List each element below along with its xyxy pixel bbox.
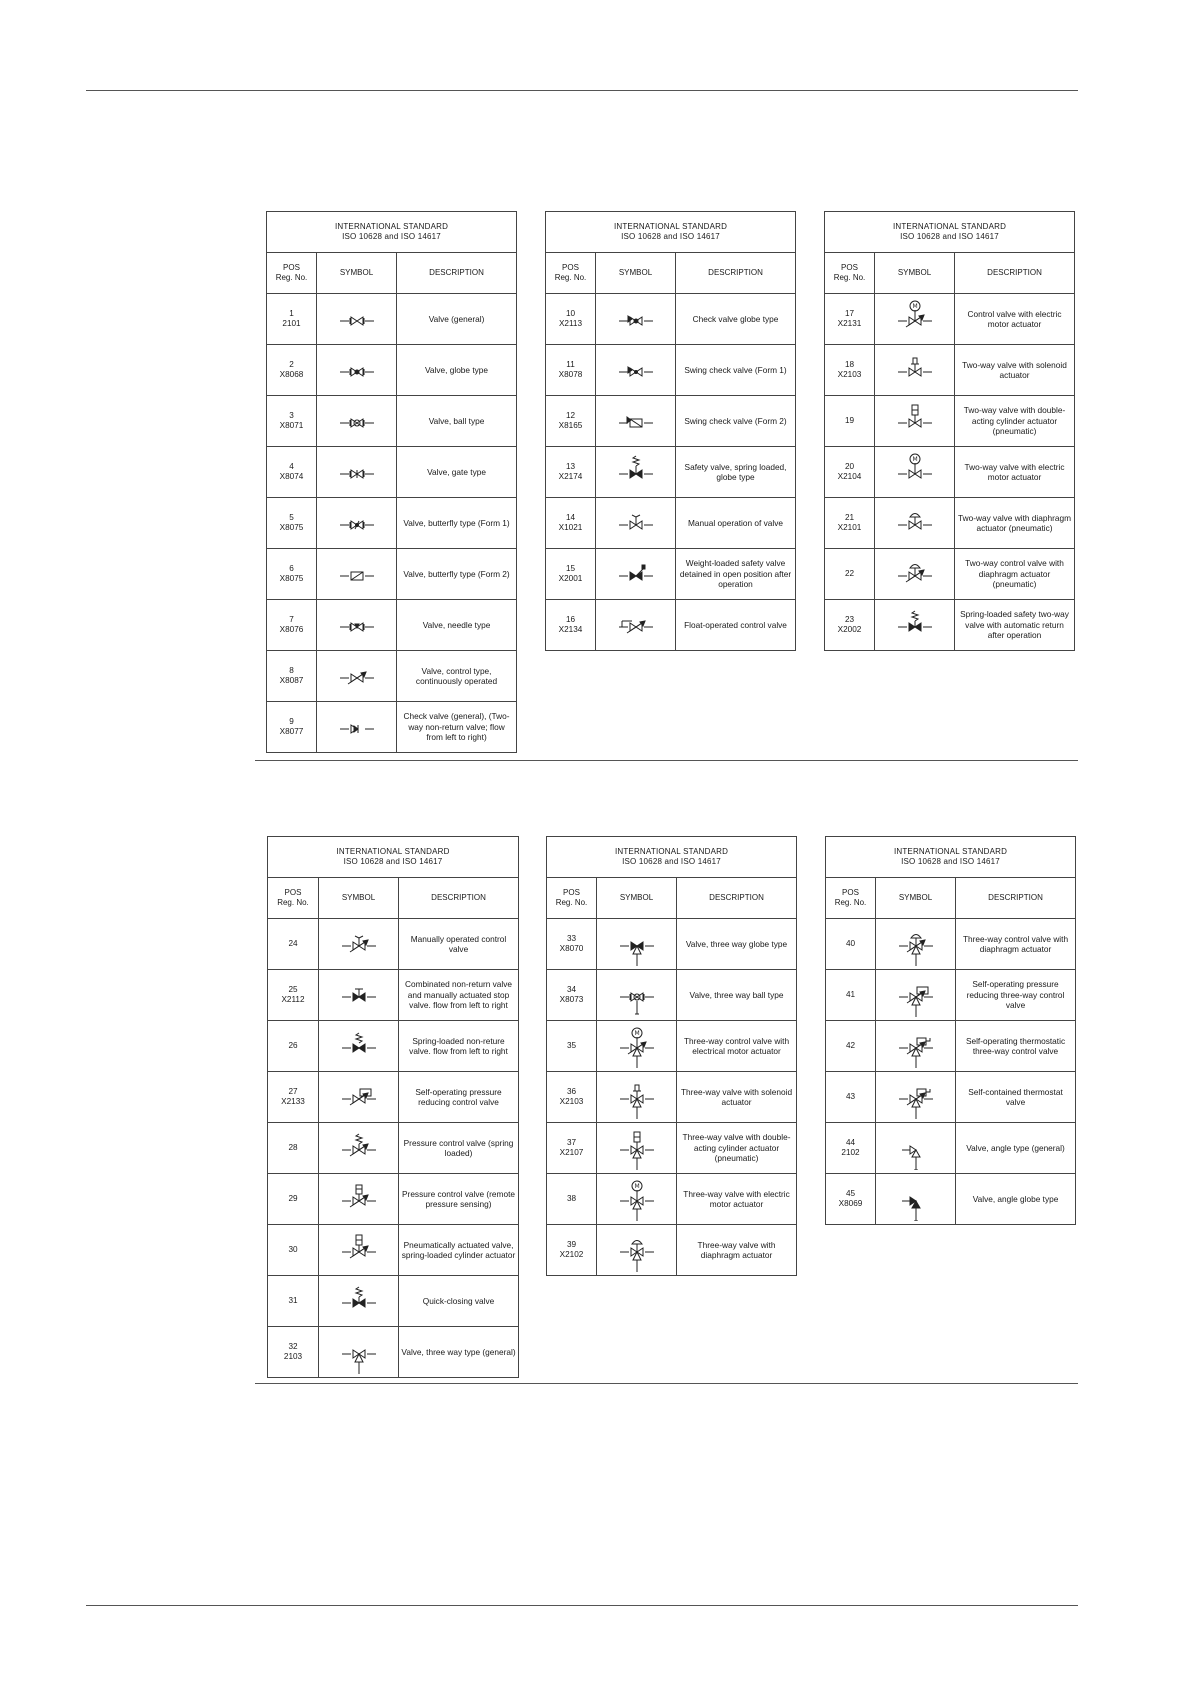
motor-valve-symbol-icon (875, 447, 955, 498)
threeselfpressure-valve-symbol-icon (876, 970, 956, 1021)
symbol-column-header: SYMBOL (319, 878, 399, 919)
valve-description: Two-way valve with double-acting cylinder actuator (pneumatic) (955, 396, 1075, 447)
standard-header: INTERNATIONAL STANDARD ISO 10628 and ISO 14617 (546, 212, 796, 253)
symbol-table-2 (545, 211, 796, 651)
pos-reg-no: 34 X8073 (547, 970, 597, 1021)
pos-reg-no: 29 (268, 1174, 319, 1225)
valve-description: Three-way control valve with electrical motor actuator (677, 1021, 797, 1072)
selfpressure-valve-symbol-icon (319, 1072, 399, 1123)
pos-column-header: POS Reg. No. (826, 878, 876, 919)
valve-description: Valve, control type, continuously operated (397, 651, 517, 702)
pos-reg-no: 43 (826, 1072, 876, 1123)
pos-reg-no: 15 X2001 (546, 549, 596, 600)
angle-valve-symbol-icon (876, 1123, 956, 1174)
symbol-table-4 (267, 836, 519, 1378)
table-row (547, 919, 797, 970)
valve-description: Valve, three way type (general) (399, 1327, 519, 1378)
threethermo-valve-symbol-icon (876, 1021, 956, 1072)
plain-valve-symbol-icon (317, 294, 397, 345)
table-row (826, 919, 1076, 970)
table-row (547, 1021, 797, 1072)
threecylinder-valve-symbol-icon (597, 1123, 677, 1174)
valve-description: Valve, needle type (397, 600, 517, 651)
valve-description: Self-operating pressure reducing three-way control valve (956, 970, 1076, 1021)
pos-reg-no: 14 X1021 (546, 498, 596, 549)
valve-description: Valve, three way ball type (677, 970, 797, 1021)
butterfly2-valve-symbol-icon (317, 549, 397, 600)
pos-reg-no: 42 (826, 1021, 876, 1072)
standard-header: INTERNATIONAL STANDARD ISO 10628 and ISO 14617 (267, 212, 517, 253)
swing1-valve-symbol-icon (596, 345, 676, 396)
standard-header: INTERNATIONAL STANDARD ISO 10628 and ISO 14617 (547, 837, 797, 878)
table-row (267, 651, 517, 702)
springsafety-valve-symbol-icon (875, 600, 955, 651)
pos-reg-no: 32 2103 (268, 1327, 319, 1378)
pos-reg-no: 45 X8069 (826, 1174, 876, 1225)
valve-description: Valve, angle type (general) (956, 1123, 1076, 1174)
symbol-column-header: SYMBOL (876, 878, 956, 919)
table-row (825, 294, 1075, 345)
pos-reg-no: 6 X8075 (267, 549, 317, 600)
pos-reg-no: 30 (268, 1225, 319, 1276)
table-row (268, 1174, 519, 1225)
pos-reg-no: 8 X8087 (267, 651, 317, 702)
manualctrl-valve-symbol-icon (319, 919, 399, 970)
pos-reg-no: 28 (268, 1123, 319, 1174)
pos-reg-no: 44 2102 (826, 1123, 876, 1174)
table-row (546, 549, 796, 600)
pos-reg-no: 39 X2102 (547, 1225, 597, 1276)
table-row (268, 1327, 519, 1378)
pos-reg-no: 21 X2101 (825, 498, 875, 549)
table-row (546, 396, 796, 447)
table-row (825, 600, 1075, 651)
valve-description: Valve, angle globe type (956, 1174, 1076, 1225)
valve-description: Three-way valve with diaphragm actuator (677, 1225, 797, 1276)
table-row (268, 1072, 519, 1123)
table-row (267, 702, 517, 753)
valve-description: Self-contained thermostat valve (956, 1072, 1076, 1123)
pressurespring-valve-symbol-icon (319, 1123, 399, 1174)
valve-description: Three-way valve with solenoid actuator (677, 1072, 797, 1123)
diaphragm-valve-symbol-icon (875, 498, 955, 549)
table-row (546, 345, 796, 396)
valve-description: Weight-loaded safety valve detained in open position after operation (676, 549, 796, 600)
description-column-header: DESCRIPTION (397, 253, 517, 294)
table-row (267, 396, 517, 447)
valve-description: Swing check valve (Form 1) (676, 345, 796, 396)
valve-description: Three-way valve with double-acting cylinder actuator (pneumatic) (677, 1123, 797, 1174)
check-valve-symbol-icon (317, 702, 397, 753)
svg-text:M: M (634, 1030, 640, 1037)
table-row (546, 498, 796, 549)
valve-description: Valve, globe type (397, 345, 517, 396)
valve-description: Swing check valve (Form 2) (676, 396, 796, 447)
globe-valve-symbol-icon (317, 345, 397, 396)
table-row (547, 970, 797, 1021)
pos-reg-no: 27 X2133 (268, 1072, 319, 1123)
valve-description: Valve, butterfly type (Form 1) (397, 498, 517, 549)
valve-description: Self-operating thermostatic three-way control valve (956, 1021, 1076, 1072)
table-row (267, 294, 517, 345)
valve-description: Check valve globe type (676, 294, 796, 345)
pos-reg-no: 35 (547, 1021, 597, 1072)
symbol-table-3 (824, 211, 1075, 651)
description-column-header: DESCRIPTION (676, 253, 796, 294)
pos-reg-no: 10 X2113 (546, 294, 596, 345)
table-row (826, 1174, 1076, 1225)
table-row (825, 498, 1075, 549)
table-row (546, 447, 796, 498)
threeglobe-valve-symbol-icon (597, 919, 677, 970)
combined-valve-symbol-icon (319, 970, 399, 1021)
valve-description: Valve, ball type (397, 396, 517, 447)
table-row (825, 345, 1075, 396)
valve-description: Self-operating pressure reducing control valve (399, 1072, 519, 1123)
float-valve-symbol-icon (596, 600, 676, 651)
svg-text:M: M (912, 456, 918, 463)
pos-reg-no: 24 (268, 919, 319, 970)
gate-valve-symbol-icon (317, 447, 397, 498)
table-row (546, 294, 796, 345)
table-row (267, 447, 517, 498)
pos-reg-no: 16 X2134 (546, 600, 596, 651)
pos-reg-no: 17 X2131 (825, 294, 875, 345)
section-2-rule (255, 1383, 1078, 1384)
table-row (267, 549, 517, 600)
table-row (268, 970, 519, 1021)
pos-reg-no: 36 X2103 (547, 1072, 597, 1123)
pos-reg-no: 23 X2002 (825, 600, 875, 651)
table-row (826, 1123, 1076, 1174)
ball-valve-symbol-icon (317, 396, 397, 447)
table-row (547, 1123, 797, 1174)
checkglobe-valve-symbol-icon (596, 294, 676, 345)
table-row (268, 1123, 519, 1174)
table-row (825, 447, 1075, 498)
valve-description: Control valve with electric motor actuator (955, 294, 1075, 345)
control-valve-symbol-icon (317, 651, 397, 702)
valve-description: Valve, butterfly type (Form 2) (397, 549, 517, 600)
description-column-header: DESCRIPTION (956, 878, 1076, 919)
solenoid-valve-symbol-icon (875, 345, 955, 396)
pos-reg-no: 3 X8071 (267, 396, 317, 447)
safety-valve-symbol-icon (596, 447, 676, 498)
valve-description: Two-way valve with diaphragm actuator (pneumatic) (955, 498, 1075, 549)
table-row (547, 1225, 797, 1276)
cylinder-valve-symbol-icon (875, 396, 955, 447)
svg-text:M: M (912, 303, 918, 310)
table-row (267, 600, 517, 651)
weight-valve-symbol-icon (596, 549, 676, 600)
needle-valve-symbol-icon (317, 600, 397, 651)
pos-reg-no: 37 X2107 (547, 1123, 597, 1174)
pos-reg-no: 25 X2112 (268, 970, 319, 1021)
table-row (267, 498, 517, 549)
threediaphragmctrl-valve-symbol-icon (876, 919, 956, 970)
valve-description: Manual operation of valve (676, 498, 796, 549)
valve-description: Valve, gate type (397, 447, 517, 498)
svg-text:M: M (634, 1183, 640, 1190)
standard-header: INTERNATIONAL STANDARD ISO 10628 and ISO 14617 (825, 212, 1075, 253)
pos-reg-no: 9 X8077 (267, 702, 317, 753)
threeway-valve-symbol-icon (319, 1327, 399, 1378)
valve-description: Quick-closing valve (399, 1276, 519, 1327)
valve-description: Check valve (general), (Two-way non-return valve; flow from left to right) (397, 702, 517, 753)
pos-reg-no: 4 X8074 (267, 447, 317, 498)
valve-description: Spring-loaded non-returе valve. flow from left to right (399, 1021, 519, 1072)
table-row (268, 919, 519, 970)
pos-reg-no: 38 (547, 1174, 597, 1225)
quick-valve-symbol-icon (319, 1276, 399, 1327)
table-row (826, 1021, 1076, 1072)
pneucyl-valve-symbol-icon (319, 1225, 399, 1276)
symbol-column-header: SYMBOL (596, 253, 676, 294)
pos-reg-no: 40 (826, 919, 876, 970)
pos-column-header: POS Reg. No. (546, 253, 596, 294)
symbol-column-header: SYMBOL (875, 253, 955, 294)
symbol-table-6 (825, 836, 1076, 1225)
valve-description: Two-way valve with solenoid actuator (955, 345, 1075, 396)
butterfly1-valve-symbol-icon (317, 498, 397, 549)
pos-reg-no: 41 (826, 970, 876, 1021)
pos-reg-no: 26 (268, 1021, 319, 1072)
table-row (268, 1276, 519, 1327)
pos-column-header: POS Reg. No. (547, 878, 597, 919)
valve-description: Float-operated control valve (676, 600, 796, 651)
table-row (268, 1021, 519, 1072)
table-row (547, 1072, 797, 1123)
manual-valve-symbol-icon (596, 498, 676, 549)
table-row (825, 549, 1075, 600)
pos-column-header: POS Reg. No. (825, 253, 875, 294)
swing2-valve-symbol-icon (596, 396, 676, 447)
pos-reg-no: 12 X8165 (546, 396, 596, 447)
threediaphragm-valve-symbol-icon (597, 1225, 677, 1276)
table-row (825, 396, 1075, 447)
table-row (826, 970, 1076, 1021)
description-column-header: DESCRIPTION (955, 253, 1075, 294)
angleglobe-valve-symbol-icon (876, 1174, 956, 1225)
motorctrl-valve-symbol-icon (875, 294, 955, 345)
symbol-table-1 (266, 211, 517, 753)
bottom-rule (86, 1605, 1078, 1606)
valve-description: Three-way control valve with diaphragm actuator (956, 919, 1076, 970)
valve-description: Two-way control valve with diaphragm actuator (pneumatic) (955, 549, 1075, 600)
pos-reg-no: 19 (825, 396, 875, 447)
pos-reg-no: 20 X2104 (825, 447, 875, 498)
valve-description: Two-way valve with electric motor actuator (955, 447, 1075, 498)
description-column-header: DESCRIPTION (399, 878, 519, 919)
valve-description: Pressure control valve (spring loaded) (399, 1123, 519, 1174)
pos-reg-no: 33 X8070 (547, 919, 597, 970)
valve-description: Three-way valve with electric motor actuator (677, 1174, 797, 1225)
pos-reg-no: 11 X8078 (546, 345, 596, 396)
standard-header: INTERNATIONAL STANDARD ISO 10628 and ISO 14617 (826, 837, 1076, 878)
remotepressure-valve-symbol-icon (319, 1174, 399, 1225)
description-column-header: DESCRIPTION (677, 878, 797, 919)
pos-reg-no: 1 2101 (267, 294, 317, 345)
valve-description: Valve (general) (397, 294, 517, 345)
threesolenoid-valve-symbol-icon (597, 1072, 677, 1123)
standard-header: INTERNATIONAL STANDARD ISO 10628 and ISO 14617 (268, 837, 519, 878)
pos-reg-no: 13 X2174 (546, 447, 596, 498)
diaphragmctrl-valve-symbol-icon (875, 549, 955, 600)
thermostat-valve-symbol-icon (876, 1072, 956, 1123)
table-row (268, 1225, 519, 1276)
pos-reg-no: 5 X8075 (267, 498, 317, 549)
valve-description: Combinated non-return valve and manually actuated stop valve. flow from left to right (399, 970, 519, 1021)
valve-description: Valve, three way globe type (677, 919, 797, 970)
pos-reg-no: 18 X2103 (825, 345, 875, 396)
pos-column-header: POS Reg. No. (267, 253, 317, 294)
pos-reg-no: 31 (268, 1276, 319, 1327)
table-row (547, 1174, 797, 1225)
valve-description: Pressure control valve (remote pressure sensing) (399, 1174, 519, 1225)
springcheck-valve-symbol-icon (319, 1021, 399, 1072)
valve-description: Manually operated control valve (399, 919, 519, 970)
valve-description: Spring-loaded safety two-way valve with automatic return after operation (955, 600, 1075, 651)
symbol-column-header: SYMBOL (597, 878, 677, 919)
threeball-valve-symbol-icon (597, 970, 677, 1021)
valve-description: Pneumatically actuated valve, spring-loaded cylinder actuator (399, 1225, 519, 1276)
symbol-column-header: SYMBOL (317, 253, 397, 294)
table-row (546, 600, 796, 651)
table-row (826, 1072, 1076, 1123)
threemotor-valve-symbol-icon (597, 1174, 677, 1225)
threemotorctrl-valve-symbol-icon (597, 1021, 677, 1072)
pos-reg-no: 22 (825, 549, 875, 600)
top-rule (86, 90, 1078, 91)
valve-description: Safety valve, spring loaded, globe type (676, 447, 796, 498)
pos-reg-no: 7 X8076 (267, 600, 317, 651)
section-1-rule (255, 760, 1078, 761)
pos-reg-no: 2 X8068 (267, 345, 317, 396)
table-row (267, 345, 517, 396)
symbol-table-5 (546, 836, 797, 1276)
pos-column-header: POS Reg. No. (268, 878, 319, 919)
